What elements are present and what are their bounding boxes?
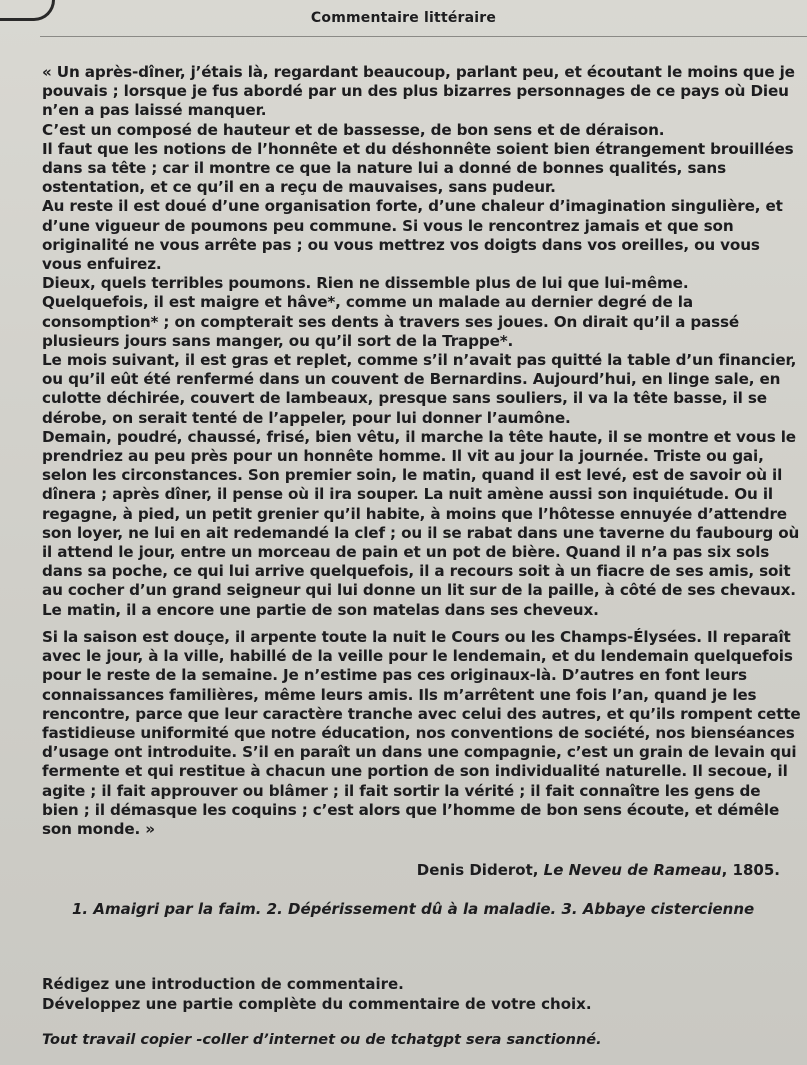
paragraph: « Un après-dîner, j’étais là, regardant beaucoup, parlant peu, et écoutant le moins que je pouvais ; lorsque je fus abordé par un des plus bizarres personnages de ce pays où Dieu n’en a pas laissé manquer.: [42, 63, 795, 120]
paragraph: Au reste il est doué d’une organisation forte, d’une chaleur d’imagination singulière, et d’une vigueur de poumons peu commune. Si vous le rencontrez jamais et que son originalité ne vous arrête pas ; ou vous mettrez vos doigts dans vos oreilles, ou vous vous enfuirez.: [42, 197, 783, 274]
paragraph: Demain, poudré, chaussé, frisé, bien vêtu, il marche la tête haute, il se montre et vous le prendriez au peu près pour un honnête homme. Il vit au jour la journée. Triste ou gai, selon les circonstances. Son premier soin, le matin, quand il est levé, est de savoir où il dînera ; après dîner, il pense où il ira souper. La nuit amène aussi son inquiétude. Ou il regagne, à pied, un petit grenier qu’il habite, à moins que l’hôtesse ennuyée d’attendre son loyer, ne lui en ait redemandé la clef ; ou il se rabat dans une taverne du faubourg où il attend le jour, entre un morceau de pain et un pot de bière. Quand il n’a pas six sols dans sa poche, ce qui lui arrive quelquefois, il a recours soit à un fiacre de ses amis, soit au cocher d’un grand seigneur qui lui donne un lit sur de la paille, à côté de ses chevaux. Le matin, il a encore une partie de son matelas dans ses cheveux.: [42, 427, 800, 619]
footnotes: 1. Amaigri par la faim. 2. Dépérissement dû à la maladie. 3. Abbaye cistercienne: [72, 900, 755, 918]
paragraph: Le mois suivant, il est gras et replet, comme s’il n’avait pas quitté la table d’un financier, ou qu’il eût été renfermé dans un couvent de Bernardins. Aujourd’hui, en linge sale, en culotte déchirée, couvert de lambeaux, presque sans souliers, il va la tête basse, il se dérobe, on serait tenté de l’appeler, pour lui donner l’aumône.: [42, 351, 797, 427]
plagiarism-warning: Tout travail copier -coller d’internet ou de tchatgpt sera sanctionné.: [42, 1032, 602, 1048]
instruction-item: Rédigez une introduction de commentaire.: [42, 975, 404, 993]
paragraph: Si la saison est douçe, il arpente toute la nuit le Cours ou les Champs-Élysées. Il reparaît avec le jour, à la ville, habillé de la veille pour le lendemain, et du lendemain quelquefois pour le reste de la semaine. Je n’estime pas ces originaux-là. D’autres en font leurs connaissances familières, même leurs amis. Ils m’arrêtent une fois l’an, quand je les rencontre, parce que leur caractère tranche avec celui des autres, et qu’ils rompent cette fastidieuse uniformité que notre éducation, nos conventions de société, nos bienséances d’usage ont introduite. S’il en paraît un dans une compagnie, c’est un grain de levain qui fermente et qui restitue à chacun une portion de son individualité naturelle. Il secoue, il agite ; il fait approuver ou blâmer ; il fait sortir la vérité ; il fait connaître les gens de bien ; il démasque les coquins ; c’est alors que l’homme de bon sens écoute, et démêle son monde. »: [42, 627, 801, 838]
title-divider: [40, 36, 807, 37]
source-work: Le Neveu de Rameau: [543, 861, 722, 879]
paragraph: Quelquefois, il est maigre et hâve*, comme un malade au dernier degré de la consomption* ; on compterait ses dents à travers ses joues. On dirait qu’il a passé plusieurs jours sans manger, ou qu’il sort de la Trappe*.: [42, 293, 740, 350]
excerpt-text: [42, 63, 802, 839]
instruction-item: Développez une partie complète du commentaire de votre choix.: [42, 995, 592, 1013]
paragraph: Dieux, quels terribles poumons. Rien ne dissemble plus de lui que lui-même.: [42, 274, 689, 293]
instructions: [42, 974, 782, 1014]
source-author: Denis Diderot,: [416, 861, 544, 879]
source-year: , 1805.: [721, 861, 780, 879]
source-citation: [0, 861, 780, 879]
paragraph: C’est un composé de hauteur et de bassesse, de bon sens et de déraison.: [42, 120, 665, 139]
page-title: Commentaire littéraire: [310, 10, 497, 26]
paragraph: Il faut que les notions de l’honnête et du déshonnête soient bien étrangement brouillées dans sa tête ; car il montre ce que la nature lui a donné de bonnes qualités, sans ostentation, et ce qu’il en a reçu de mauvaises, sans pudeur.: [42, 139, 794, 197]
